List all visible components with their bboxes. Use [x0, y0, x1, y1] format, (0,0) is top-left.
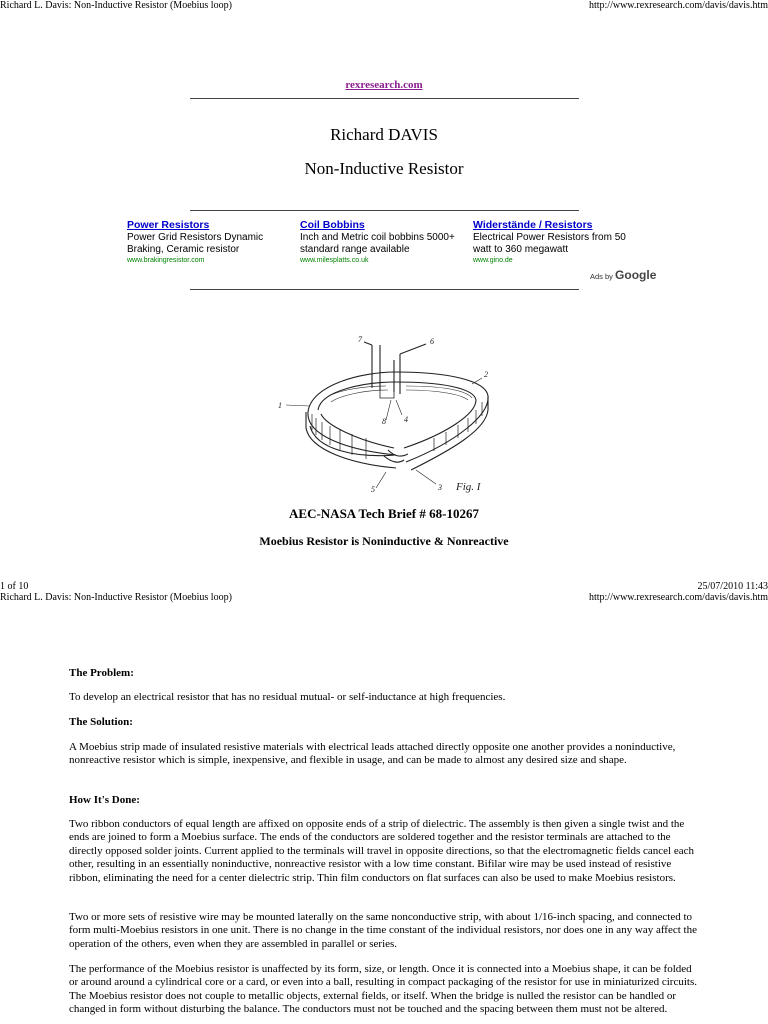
ad-item	[300, 219, 470, 266]
print-timestamp: 25/07/2010 11:43	[697, 581, 768, 592]
ad-title-link[interactable]: Widerstände / Resistors	[473, 219, 593, 231]
ad-url[interactable]: www.gino.de	[473, 257, 513, 264]
how-paragraph: Two ribbon conductors of equal length are affixed on opposite ends of a strip of dielectric. The assembly is then given a single twist and the ends are joined to form a Moebius surface. The ends of the conductors are soldered together and the resistor terminals are attached to the directly opposed solder joints. Current applied to the terminals will travel in opposite directions, so that the electromagnetic fields cancel each other, resulting in an essentially noninductive, nonreactive resistor with a low time constant. Bifilar wire may be used instead of resistive ribbon, eliminating the need for a center dielectric strip. Thin film conductors on flat surfaces can also be used to make Moebius resistors.	[69, 818, 694, 884]
moebius-figure	[276, 330, 496, 495]
ad-description: Power Grid Resistors Dynamic Braking, Ceramic resistor	[127, 232, 264, 255]
label-4: 4	[404, 415, 408, 424]
subtitle: Moebius Resistor is Noninductive & Nonreactive	[259, 534, 509, 548]
ad-title-link[interactable]: Power Resistors	[127, 219, 210, 231]
ad-item	[127, 219, 297, 266]
label-3: 3	[438, 483, 442, 492]
figure-label: Fig. I	[456, 481, 481, 493]
solution-heading: The Solution:	[69, 716, 133, 728]
how-paragraph: Two or more sets of resistive wire may be mounted laterally on the same nonconductive strip, with about 1/16-inch spacing, and connected to form multi-Moebius resistors in one unit. There is no change in the time constant of the individual resistors, nor does one in any way affect the operation of the others, even when they are assembled in parallel or series.	[69, 911, 697, 950]
moebius-drawing	[276, 330, 496, 495]
author-heading: Richard DAVIS	[330, 125, 438, 144]
label-1: 1	[278, 401, 282, 410]
label-5: 5	[371, 485, 375, 494]
site-link[interactable]: rexresearch.com	[345, 79, 423, 91]
tech-brief-heading: AEC-NASA Tech Brief # 68-10267	[289, 506, 479, 521]
divider	[190, 210, 579, 211]
label-6: 6	[430, 337, 434, 346]
divider	[190, 98, 579, 99]
label-8: 8	[382, 417, 386, 426]
ads-by-label: Ads by	[590, 272, 613, 281]
problem-heading: The Problem:	[69, 667, 134, 679]
label-2: 2	[484, 370, 488, 379]
label-7: 7	[358, 335, 362, 344]
header-title: Richard L. Davis: Non-Inductive Resistor (Moebius loop)	[0, 592, 232, 603]
how-heading: How It's Done:	[69, 794, 140, 806]
google-logo: Google	[615, 268, 657, 282]
how-paragraph: The performance of the Moebius resistor is unaffected by its form, size, or length. Once it is connected into a Moebius shape, it can be folded or around around a cylindrical core or a card, or even into a ball, resulting in compact packaging of the resistor for use in miniaturized circuits. The Moebius resistor does not couple to metallic objects, external fields, or itself. When the bridge is nulled the resistor can be handled or changed in form without disturbing the balance. The conductors must not be touched and the spacing between them must not be altered.	[69, 963, 697, 1016]
header-title: Richard L. Davis: Non-Inductive Resistor (Moebius loop)	[0, 0, 232, 11]
ad-item	[473, 219, 643, 266]
ad-url[interactable]: www.brakingresistor.com	[127, 257, 205, 264]
header-url: http://www.rexresearch.com/davis/davis.htm	[588, 592, 768, 603]
ad-title-link[interactable]: Coil Bobbins	[300, 219, 365, 231]
ad-url[interactable]: www.milesplatts.co.uk	[300, 257, 369, 264]
ads-by-google[interactable]	[590, 268, 656, 282]
ad-block	[127, 219, 647, 269]
ad-description: Electrical Power Resistors from 50 watt to 360 megawatt	[473, 232, 626, 255]
header-url: http://www.rexresearch.com/davis/davis.htm	[588, 0, 768, 11]
page-header	[0, 592, 768, 606]
page-title: Non-Inductive Resistor	[304, 159, 464, 178]
ad-description: Inch and Metric coil bobbins 5000+ standard range available	[300, 232, 455, 255]
solution-text: A Moebius strip made of insulated resistive materials with electrical leads attached directly opposite one another provides a noninductive, nonreactive resistor which is simple, inexpensive, and flexible in usage, and can be made to almost any desired size and shape.	[69, 741, 676, 767]
divider	[190, 289, 579, 290]
page-header	[0, 0, 768, 14]
page-number: 1 of 10	[0, 581, 29, 592]
problem-text: To develop an electrical resistor that has no residual mutual- or self-inductance at high frequencies.	[69, 691, 506, 703]
